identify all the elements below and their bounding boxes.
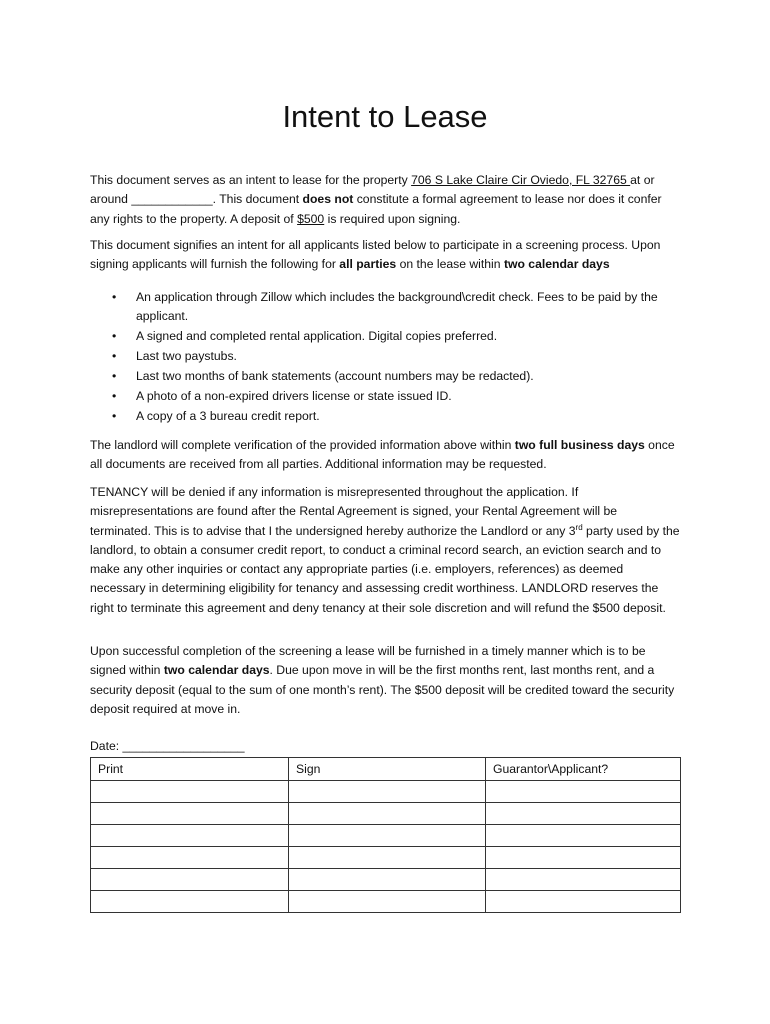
column-header-guarantor: Guarantor\Applicant? <box>486 758 681 781</box>
requirements-list <box>90 288 680 427</box>
tenancy-text-1: TENANCY will be denied if any information is misrepresented throughout the application. If misrepresentations are found after the Rental Agreement is signed, your Rental Agreement will be terminated. This is to advise that I the undersigned hereby authorize the Landlord or any 3 <box>90 485 618 538</box>
intro-text-3: constitute a formal agreement to lease nor does it confer any rights to the property. A deposit of <box>90 192 662 226</box>
sign-cell[interactable] <box>289 781 486 803</box>
guarantor-cell[interactable] <box>486 803 681 825</box>
table-header-row <box>91 758 681 781</box>
list-item: • A signed and completed rental application. Digital copies preferred. <box>90 327 680 346</box>
print-cell[interactable] <box>91 847 289 869</box>
intro-text-2: at or around ____________. This document <box>90 173 655 207</box>
table-row <box>91 869 681 891</box>
two-calendar-days-emphasis: two calendar days <box>503 257 610 272</box>
completion-text-2: . Due upon move in will be the first months rent, last months rent, and a security deposit (equal to the sum of one month’s rent). The $500 deposit will be credited toward the security deposit required at move in. <box>90 663 675 716</box>
property-address: 706 S Lake Claire Cir Oviedo, FL 32765 <box>411 173 631 187</box>
list-item: • An application through Zillow which includes the background\credit check. Fees to be paid by the applicant. <box>90 288 680 325</box>
print-cell[interactable] <box>91 825 289 847</box>
verification-paragraph <box>90 436 680 475</box>
page-title: Intent to Lease <box>282 99 488 134</box>
tenancy-text-2: party used by the landlord, to obtain a consumer credit report, to conduct a criminal record search, an eviction search and to make any other inquiries or contact any appropriate parties (i.e. employers, references) as deemed necessary in determining eligibility for tenancy and assessing credit worthiness. LANDLORD reserves the right to terminate this agreement and deny tenancy at their sole discretion and will refund the $500 deposit. <box>90 523 680 615</box>
guarantor-cell[interactable] <box>486 781 681 803</box>
intro-text-4: is required upon signing. <box>324 211 461 226</box>
sign-cell[interactable] <box>289 825 486 847</box>
screening-paragraph <box>90 236 680 275</box>
column-header-print: Print <box>91 758 289 781</box>
intro-paragraph <box>90 171 680 229</box>
guarantor-cell[interactable] <box>486 869 681 891</box>
verification-text-2: once all documents are received from all parties. Additional information may be requested. <box>90 438 675 472</box>
verification-text-1: The landlord will complete verification of the provided information above within <box>90 438 515 452</box>
all-parties-emphasis: all parties <box>339 257 397 272</box>
intro-text-1: This document serves as an intent to lease for the property <box>90 173 412 187</box>
sign-cell[interactable] <box>289 847 486 869</box>
guarantor-cell[interactable] <box>486 847 681 869</box>
list-item: • A photo of a non-expired drivers license or state issued ID. <box>90 387 680 406</box>
table-row <box>91 781 681 803</box>
table-row <box>91 847 681 869</box>
sign-cell[interactable] <box>289 891 486 913</box>
sign-cell[interactable] <box>289 869 486 891</box>
table-row <box>91 825 681 847</box>
completion-text-1: Upon successful completion of the screening a lease will be furnished in a timely manner which is to be signed within <box>90 644 646 678</box>
table-row <box>91 803 681 825</box>
does-not-emphasis: does not <box>302 192 354 207</box>
list-item: • A copy of a 3 bureau credit report. <box>90 407 680 426</box>
date-field[interactable]: Date: __________________ <box>90 739 245 753</box>
ordinal-superscript: rd <box>575 522 583 532</box>
signature-rows <box>91 781 681 913</box>
deposit-amount: $500 <box>297 211 325 226</box>
guarantor-cell[interactable] <box>486 891 681 913</box>
list-item: • Last two months of bank statements (account numbers may be redacted). <box>90 367 680 386</box>
print-cell[interactable] <box>91 803 289 825</box>
screening-text-1: This document signifies an intent for all applicants listed below to participate in a screening process. Upon signing applicants will furnish the following for <box>90 238 661 272</box>
print-cell[interactable] <box>91 869 289 891</box>
column-header-sign: Sign <box>289 758 486 781</box>
completion-paragraph <box>90 642 680 719</box>
two-business-days-emphasis: two full business days <box>514 438 645 452</box>
print-cell[interactable] <box>91 781 289 803</box>
list-item: • Last two paystubs. <box>90 347 680 366</box>
print-cell[interactable] <box>91 891 289 913</box>
sign-cell[interactable] <box>289 803 486 825</box>
tenancy-paragraph <box>90 483 680 618</box>
screening-text-2: on the lease within <box>396 257 504 272</box>
table-row <box>91 891 681 913</box>
two-calendar-days-emphasis: two calendar days <box>163 663 270 678</box>
guarantor-cell[interactable] <box>486 825 681 847</box>
signature-table <box>90 757 681 913</box>
